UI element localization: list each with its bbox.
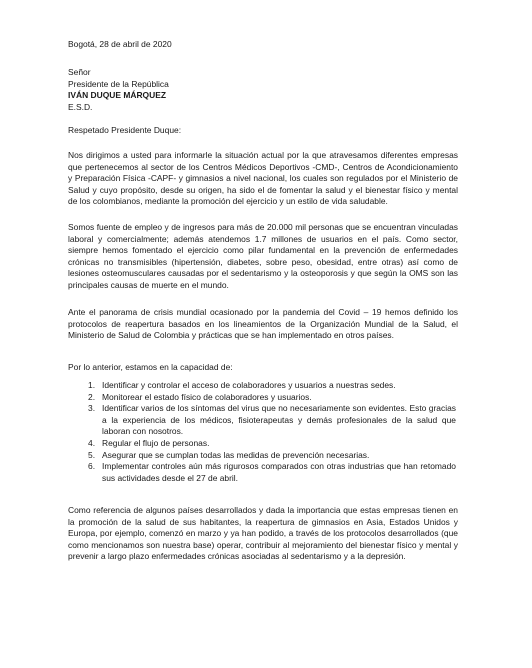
list-item-number: 5. xyxy=(88,449,96,460)
paragraph-intro: Nos dirigimos a usted para informarle la situación actual por la que atravesamos diferentes empresas que pertenecemos al sector de los Centros Médicos Deportivos -CMD-, Centros de Acondicionamiento y Preparación Física -CAPF- y gimnasios a nivel nacional, los cuales son regulados por el Ministerio de Salud y cuyo propósito, desde su origen, ha sido el de fomentar la salud y el bienestar físico y mental de los colombianos, mediante la promoción del ejercicio y un estilo de vida saludable. xyxy=(68,150,458,207)
list-item-text: Identificar varios de los síntomas del virus que no necesariamente son evidentes. Esto gracias a la experiencia de los médicos, fisioterapeutas y demás profesionales de la salud que laboran con nosotros. xyxy=(102,403,456,437)
list-item xyxy=(88,461,456,484)
recipient-salutation: Señor xyxy=(68,67,91,77)
letter-greeting: Respetado Presidente Duque: xyxy=(68,125,182,135)
list-item-text: Identificar y controlar el acceso de colaboradores y usuarios a nuestras sedes. xyxy=(102,380,396,390)
capability-list xyxy=(88,380,456,484)
list-item-text: Implementar controles aún más rigurosos comparados con otras industrias que han retomado sus actividades desde el 27 de abril. xyxy=(102,461,456,483)
paragraph-covid: Ante el panorama de crisis mundial ocasionado por la pandemia del Covid – 19 hemos definido los protocolos de reapertura basados en los lineamientos de la Organización Mundial de la Salud, el Ministerio de Salud de Colombia y prácticas que se han implementado en otros países. xyxy=(68,307,458,341)
list-item xyxy=(88,392,456,404)
paragraph-capacity-intro: Por lo anterior, estamos en la capacidad de: xyxy=(68,362,233,372)
letter-date: Bogotá, 28 de abril de 2020 xyxy=(68,39,172,49)
list-item-number: 3. xyxy=(88,403,96,414)
list-item-number: 4. xyxy=(88,437,96,448)
recipient-city: E.S.D. xyxy=(68,101,93,112)
list-item-number: 1. xyxy=(88,380,96,390)
list-item-number: 6. xyxy=(88,461,96,472)
list-item xyxy=(88,380,456,392)
list-item-number: 2. xyxy=(88,391,96,402)
recipient-title: Presidente de la República xyxy=(68,78,169,89)
list-item-text: Asegurar que se cumplan todas las medidas de prevención necesarias. xyxy=(102,449,370,460)
list-item xyxy=(88,403,456,438)
list-item xyxy=(88,450,456,462)
list-item xyxy=(88,438,456,450)
list-item-text: Regular el flujo de personas. xyxy=(102,437,210,448)
paragraph-closing: Como referencia de algunos países desarrollados y dada la importancia que estas empresas tienen en la promoción de la salud de sus habitantes, la reapertura de gimnasios en Asia, Estados Unidos y Europa, por ejemplo, comenzó en marzo y ya han podido, a través de los protocolos desarrollados (que como mencionamos son nuestra base) operar, contribuir al mejoramiento del bienestar físico y mental y prevenir a largo plazo enfermedades crónicas asociadas al sedentarismo y a la depresión. xyxy=(68,505,458,562)
recipient-block xyxy=(68,67,458,113)
list-item-text: Monitorear el estado físico de colaboradores y usuarios. xyxy=(102,391,312,402)
recipient-name: IVÁN DUQUE MÁRQUEZ xyxy=(68,90,166,101)
paragraph-employment: Somos fuente de empleo y de ingresos para más de 20.000 mil personas que se encuentran vinculadas laboral y comercialmente; además atendemos 1.7 millones de usuarios en el país. Como sector, siempre hemos fomentado el ejercicio como pilar fundamental en la prevención de enfermedades crónicas no transmisibles (hipertensión, diabetes, sobre peso, obesidad, entre otras) así como de lesiones osteomusculares causadas por el sedentarismo y la osteoporosis y que según la OMS son las principales causas de muerte en el mundo. xyxy=(68,222,458,290)
